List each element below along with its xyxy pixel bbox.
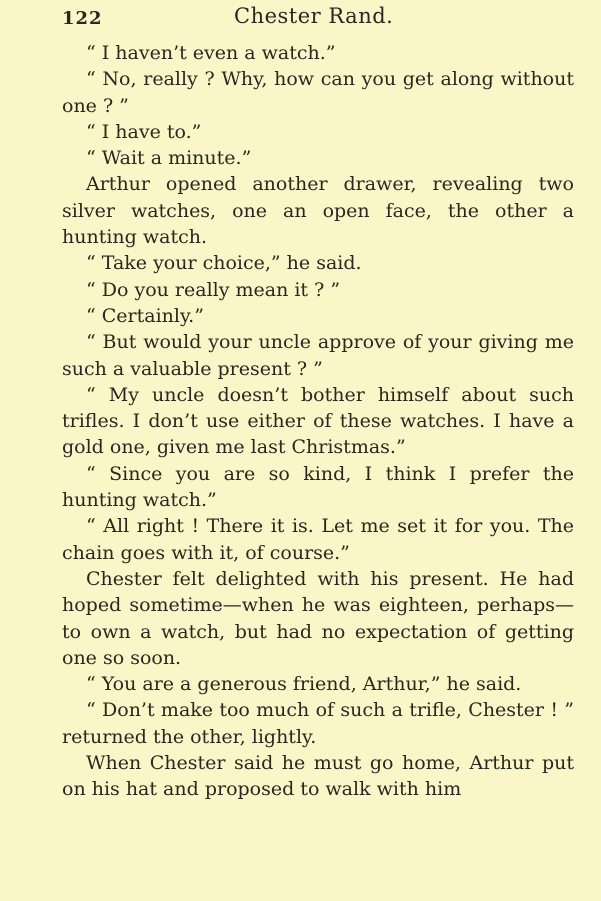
paragraph: “ All right ! There it is. Let me set it for you. The chain goes with it, of course.” (62, 515, 574, 564)
paragraph: “ Wait a minute.” (86, 147, 252, 170)
paragraph: “ Since you are so kind, I think I prefer the hunting watch.” (62, 462, 574, 512)
running-title: Chester Rand. (234, 4, 394, 28)
paragraph: “ I haven’t even a watch.” (86, 42, 336, 64)
page-header (62, 2, 571, 36)
paragraph: “ Certainly.” (86, 304, 204, 327)
paragraph: “ You are a generous friend, Arthur,” he said. (86, 673, 522, 696)
paragraph: “ My uncle doesn’t bother himself about such trifles. I don’t use either of these watches. I have a gold one, given me last Christmas.” (62, 383, 574, 459)
paragraph: “ I have to.” (86, 120, 202, 143)
paragraph: Arthur opened another drawer, revealing two silver watches, one an open face, the other a hunting watch. (62, 173, 574, 249)
paragraph: Chester felt delighted with his present. He had hoped sometime—when he was eighteen, perhaps—to own a watch, but had no expectation of getting one so soon. (62, 567, 574, 669)
paragraph: “ But would your uncle approve of your giving me such a valuable present ? ” (62, 331, 574, 380)
paragraph: “ Do you really mean it ? ” (86, 278, 341, 301)
paragraph: When Chester said he must go home, Arthur put on his hat and proposed to walk with him (62, 752, 574, 801)
paragraph: “ Take your choice,” he said. (86, 252, 362, 275)
paragraph: “ No, really ? Why, how can you get along without one ? ” (62, 68, 574, 117)
body-text (62, 40, 574, 803)
paragraph: “ Don’t make too much of such a trifle, Chester ! ” returned the other, lightly. (62, 699, 574, 748)
page-number: 122 (62, 8, 103, 29)
